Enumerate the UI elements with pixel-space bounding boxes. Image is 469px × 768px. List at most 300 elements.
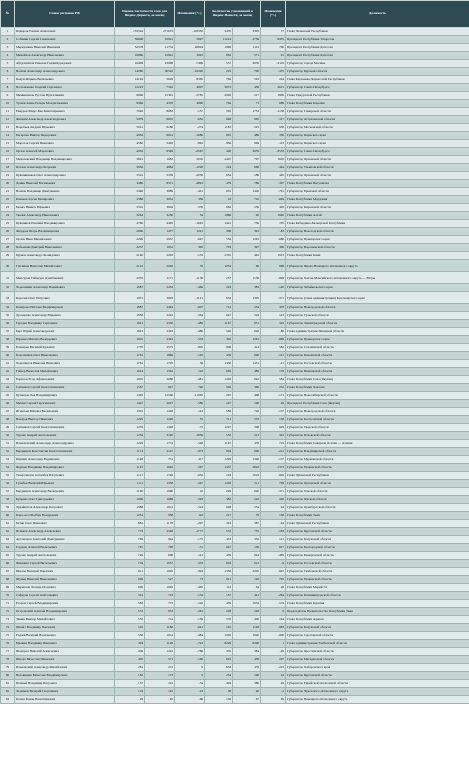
freq-cell: 1567 <box>115 384 145 392</box>
position-cell: Глава Республики Ингушетия <box>286 180 469 188</box>
news-change-cell: 584 <box>261 376 286 384</box>
freq-change-cell: -973 <box>175 448 205 456</box>
rank-cell: 53 <box>1 456 15 464</box>
freq-cell: 2160 <box>115 252 145 260</box>
name-cell: Полтавченко Георгий Сергеевич <box>15 84 115 92</box>
table-row <box>1 336 469 344</box>
rank-cell: 74 <box>1 624 15 632</box>
position-cell: Губернатор Омской области <box>286 496 469 504</box>
news-cell: 1437 <box>205 464 233 472</box>
rank-cell: 45 <box>1 392 15 400</box>
freq-prev-cell: 15391 <box>145 92 175 100</box>
freq-cell: 2035 <box>115 272 145 284</box>
news-prev-cell: 468 <box>233 392 261 400</box>
freq-change-cell: 141 <box>175 552 205 560</box>
freq-change-cell: -441 <box>175 188 205 196</box>
freq-cell: 4934 <box>115 132 145 140</box>
rank-cell: 35 <box>1 312 15 320</box>
table-row <box>1 68 469 76</box>
position-cell: Губернатор Тюменской области <box>286 464 469 472</box>
freq-prev-cell: 6186 <box>145 124 175 132</box>
position-cell: Глава Карачаево-Черкесской Республики <box>286 76 469 84</box>
table-row <box>1 472 469 480</box>
news-prev-cell: 553 <box>233 416 261 424</box>
news-change-cell: -3553 <box>261 148 286 156</box>
news-change-cell: -49 <box>261 648 286 656</box>
news-prev-cell: 332 <box>233 536 261 544</box>
freq-prev-cell: 173 <box>145 672 175 680</box>
position-cell: Глава Республики Бурятия <box>286 600 469 608</box>
freq-change-cell: -353 <box>175 560 205 568</box>
rank-cell: 71 <box>1 600 15 608</box>
table-row <box>1 220 469 228</box>
freq-cell: 436 <box>115 648 145 656</box>
news-cell: 1197 <box>205 440 233 448</box>
freq-cell: 1295 <box>115 416 145 424</box>
news-change-cell: 403 <box>261 204 286 212</box>
freq-cell: 157 <box>115 680 145 688</box>
name-cell: Кирпин Александр Вадимович <box>15 456 115 464</box>
news-change-cell: 705 <box>261 220 286 228</box>
freq-cell: 1096 <box>115 496 145 504</box>
rank-cell: 29 <box>1 252 15 260</box>
table-row <box>1 376 469 384</box>
name-cell: Орлов Иван Михайлович <box>15 236 115 244</box>
rank-cell: 11 <box>1 108 15 116</box>
freq-cell: 3316 <box>115 204 145 212</box>
freq-change-cell: 305 <box>175 244 205 252</box>
freq-change-cell: -364 <box>175 312 205 320</box>
name-cell: Бетин Олег Иванович <box>15 520 115 528</box>
table-row <box>1 28 469 36</box>
name-cell: Кузнецов Лев Владимирович <box>15 392 115 400</box>
news-change-cell: 121 <box>261 536 286 544</box>
table-row <box>1 76 469 84</box>
rank-cell: 79 <box>1 664 15 672</box>
position-cell: Губернатор Кемеровской области <box>286 552 469 560</box>
news-prev-cell: 726 <box>233 408 261 416</box>
table-row <box>1 344 469 352</box>
freq-prev-cell: 3230 <box>145 212 175 220</box>
freq-cell: 1624 <box>115 368 145 376</box>
news-change-cell: 445 <box>261 172 286 180</box>
position-cell: Глава Республики Северная Осетия — Алания <box>286 440 469 448</box>
news-change-cell: 0 <box>261 608 286 616</box>
news-cell: 1226 <box>205 376 233 384</box>
news-change-cell: -574 <box>261 600 286 608</box>
news-cell: 2026 <box>205 92 233 100</box>
freq-prev-cell: 833 <box>145 608 175 616</box>
freq-prev-cell: 3171 <box>145 272 175 284</box>
news-prev-cell: 79 <box>233 512 261 520</box>
freq-change-cell: 8565 <box>175 76 205 84</box>
news-prev-cell: 360 <box>233 384 261 392</box>
table-row <box>1 84 469 92</box>
position-cell: Губернатор Тамбовской области <box>286 568 469 576</box>
table-row <box>1 108 469 116</box>
news-prev-cell: 1753 <box>233 108 261 116</box>
name-cell: Шантрах Николай Алексеевич <box>15 648 115 656</box>
position-cell: Губернатор Санкт-Петербурга <box>286 148 469 156</box>
news-cell: 648 <box>205 116 233 124</box>
name-cell: Евкуров Юнус-Бек Баматгиреевич <box>15 108 115 116</box>
freq-prev-cell: 12560 <box>145 392 175 400</box>
freq-change-cell: 122 <box>175 368 205 376</box>
rank-cell: 69 <box>1 584 15 592</box>
news-change-cell: 158 <box>261 416 286 424</box>
news-prev-cell: 441 <box>233 592 261 600</box>
news-prev-cell: 3979 <box>233 148 261 156</box>
freq-prev-cell: 2086 <box>145 376 175 384</box>
freq-cell: 583 <box>115 600 145 608</box>
name-cell: Гордеев Алексей Васильевич <box>15 544 115 552</box>
freq-prev-cell: 8371 <box>145 180 175 188</box>
position-cell: Губернатор Орловской области <box>286 156 469 164</box>
header-position: Должность <box>286 1 469 28</box>
news-cell: 323 <box>205 520 233 528</box>
rank-cell: 9 <box>1 92 15 100</box>
news-cell: 217 <box>205 512 233 520</box>
position-cell: Губернатор Калужской области <box>286 536 469 544</box>
rank-cell: 59 <box>1 504 15 512</box>
news-change-cell: -686 <box>261 236 286 244</box>
rank-cell: 10 <box>1 100 15 108</box>
freq-cell: 3264 <box>115 212 145 220</box>
freq-cell: 611 <box>115 568 145 576</box>
news-prev-cell: 1261 <box>233 336 261 344</box>
position-cell: Губернатор Мурманской области <box>286 456 469 464</box>
table-row <box>1 392 469 400</box>
freq-cell: 3480 <box>115 180 145 188</box>
freq-cell: 5912 <box>115 124 145 132</box>
news-change-cell: -113 <box>261 140 286 148</box>
news-cell: 297 <box>205 392 233 400</box>
name-cell: Волков Владимир Дмитриевич <box>15 188 115 196</box>
freq-change-cell: 143 <box>175 408 205 416</box>
freq-change-cell: -166 <box>175 656 205 664</box>
news-change-cell: -64 <box>261 520 286 528</box>
name-cell: Тулеев Аман-Гельды Молдагазыевич <box>15 100 115 108</box>
name-cell: Турчак Андрей Анатольевич <box>15 432 115 440</box>
freq-cell: 1100 <box>115 488 145 496</box>
freq-cell: 29 <box>115 696 145 704</box>
table-row <box>1 196 469 204</box>
freq-prev-cell: 191 <box>145 680 175 688</box>
freq-prev-cell: 1692 <box>145 464 175 472</box>
rank-cell: 24 <box>1 212 15 220</box>
table-row <box>1 496 469 504</box>
position-cell: Губернатор Магаданской области <box>286 656 469 664</box>
freq-prev-cell: 2453 <box>145 284 175 292</box>
news-cell: 589 <box>205 408 233 416</box>
news-change-cell: -3119 <box>261 60 286 68</box>
name-cell: Канаков Арсен Баширович <box>15 196 115 204</box>
freq-cell: 767 <box>115 544 145 552</box>
name-cell: Куценко Олег Григорьевич <box>15 496 115 504</box>
freq-prev-cell: 4884 <box>145 164 175 172</box>
news-prev-cell: 1156 <box>233 272 261 284</box>
name-cell: Белых Никита Юрьевич <box>15 204 115 212</box>
freq-prev-cell: 1866 <box>145 352 175 360</box>
table-row <box>1 172 469 180</box>
news-prev-cell: 668 <box>233 164 261 172</box>
position-cell: Губернатор Забайкальского края <box>286 284 469 292</box>
freq-change-cell: -489 <box>175 320 205 328</box>
freq-prev-cell: 2548 <box>145 528 175 536</box>
news-cell: 1209 <box>205 456 233 464</box>
news-change-cell: -307 <box>261 180 286 188</box>
news-cell: 479 <box>205 180 233 188</box>
position-cell: Губернатор Оренбургской области <box>286 504 469 512</box>
news-change-cell: -137 <box>261 408 286 416</box>
freq-change-cell: -1228 <box>175 164 205 172</box>
freq-change-cell: 5997 <box>175 36 205 44</box>
name-cell: Ситников Сергей Константинович <box>15 384 115 392</box>
freq-change-cell: 10 <box>175 488 205 496</box>
freq-cell: 1761 <box>115 360 145 368</box>
freq-prev-cell: 527 <box>145 576 175 584</box>
news-change-cell: -826 <box>261 472 286 480</box>
position-cell: Президент Республики Саха (Якутия) <box>286 400 469 408</box>
news-prev-cell: 380 <box>233 680 261 688</box>
freq-change-cell: -484 <box>175 632 205 640</box>
freq-change-cell: -297 <box>175 520 205 528</box>
rank-cell: 1 <box>1 28 15 36</box>
freq-change-cell: 1221 <box>175 228 205 236</box>
position-cell: Губернатор Приморского края <box>286 236 469 244</box>
position-cell: Губернатор Ярославской области <box>286 648 469 656</box>
name-cell: Меркушкин Николай Иванович <box>15 44 115 52</box>
news-cell: 662 <box>205 204 233 212</box>
freq-cell: 1495 <box>115 392 145 400</box>
news-change-cell: -847 <box>261 568 286 576</box>
name-cell: Жилкин Александр Александрович <box>15 116 115 124</box>
position-cell: Глава Республики Хакасия <box>286 384 469 392</box>
freq-cell: 119 <box>115 688 145 696</box>
news-prev-cell: 612 <box>233 560 261 568</box>
news-prev-cell: 1112 <box>233 44 261 52</box>
freq-prev-cell: 1348 <box>145 424 175 432</box>
news-change-cell: -137 <box>261 456 286 464</box>
news-change-cell: 1610 <box>261 156 286 164</box>
freq-change-cell: -1680 <box>175 132 205 140</box>
rank-cell: 4 <box>1 52 15 60</box>
name-cell: Хорошилов Николай Иванович <box>15 360 115 368</box>
name-cell: Гайзер Вячеслав Михайлович <box>15 368 115 376</box>
freq-change-cell: -524 <box>175 504 205 512</box>
freq-prev-cell: 571 <box>145 656 175 664</box>
news-cell: 595 <box>205 108 233 116</box>
news-prev-cell: 242 <box>233 496 261 504</box>
news-prev-cell: 2810 <box>233 464 261 472</box>
news-prev-cell: 1128 <box>233 624 261 632</box>
freq-cell: 1447 <box>115 400 145 408</box>
freq-change-cell: -274 <box>175 124 205 132</box>
freq-cell: 1148 <box>115 456 145 464</box>
table-row <box>1 44 469 52</box>
freq-cell: 1761 <box>115 352 145 360</box>
name-cell: Михалевский Владимир Владимирович <box>15 156 115 164</box>
freq-change-cell: 740 <box>175 384 205 392</box>
name-cell: Егоров Сергей Владимирович <box>15 600 115 608</box>
news-prev-cell: 225 <box>233 124 261 132</box>
table-row <box>1 156 469 164</box>
freq-prev-cell: 1005 <box>145 568 175 576</box>
news-prev-cell: 40 <box>233 688 261 696</box>
freq-cell: 600 <box>115 576 145 584</box>
position-cell: Губернатор Приморского края <box>286 336 469 344</box>
news-prev-cell: 944 <box>233 552 261 560</box>
freq-cell: 9606 <box>115 92 145 100</box>
table-row <box>1 304 469 312</box>
news-prev-cell: 6298 <box>233 640 261 648</box>
position-cell: Губернатор (глава администрации) Красноярского края <box>286 292 469 304</box>
news-prev-cell: 130 <box>233 544 261 552</box>
header-number: № <box>1 1 15 28</box>
news-prev-cell: 1033 <box>233 600 261 608</box>
rank-cell: 14 <box>1 132 15 140</box>
table-row <box>1 360 469 368</box>
news-cell: 665 <box>205 368 233 376</box>
freq-prev-cell: 2303 <box>145 328 175 336</box>
rank-cell: 38 <box>1 336 15 344</box>
news-cell: 453 <box>205 536 233 544</box>
news-cell: 1227 <box>205 424 233 432</box>
freq-prev-cell: 8083 <box>145 108 175 116</box>
position-cell: Губернатор Калининградской области <box>286 592 469 600</box>
rank-cell: 68 <box>1 576 15 584</box>
news-prev-cell: 67 <box>233 696 261 704</box>
rank-cell: 57 <box>1 488 15 496</box>
table-row <box>1 284 469 292</box>
table-row <box>1 544 469 552</box>
table-row <box>1 328 469 336</box>
name-cell: Ситников Сергей Константинович <box>15 424 115 432</box>
position-cell: Глава Республики Алтай <box>286 212 469 220</box>
rank-cell: 54 <box>1 464 15 472</box>
news-change-cell: 8455 <box>261 36 286 44</box>
position-cell: Глава Республики Мордовия <box>286 196 469 204</box>
freq-cell: 3691 <box>115 156 145 164</box>
position-cell: Губернатор Ростовской области <box>286 560 469 568</box>
news-cell: 921 <box>205 576 233 584</box>
news-change-cell: 356 <box>261 132 286 140</box>
position-cell: Глава администрации Тамбовской области <box>286 640 469 648</box>
freq-cell: 1972 <box>115 292 145 304</box>
news-change-cell: 796 <box>261 44 286 52</box>
rank-cell: 61 <box>1 520 15 528</box>
news-change-cell: 143 <box>261 312 286 320</box>
header-yandex-news-mentions: Количество упоминаний в Яндекс.Новости, за месяц <box>205 1 261 28</box>
table-row <box>1 528 469 536</box>
news-cell: 648 <box>205 504 233 512</box>
news-cell: 634 <box>205 172 233 180</box>
news-cell: 112 <box>205 584 233 592</box>
position-cell: Губернатор Пензенской области <box>286 352 469 360</box>
news-change-cell: 69 <box>261 696 286 704</box>
rank-cell: 3 <box>1 44 15 52</box>
rank-cell: 77 <box>1 648 15 656</box>
news-prev-cell: 755 <box>233 528 261 536</box>
news-cell: 1020 <box>205 632 233 640</box>
freq-change-cell: 9 <box>175 664 205 672</box>
rank-cell: 33 <box>1 292 15 304</box>
name-cell: Ильюховский Александр Александрович <box>15 440 115 448</box>
rank-cell: 13 <box>1 124 15 132</box>
news-change-cell: 958 <box>261 124 286 132</box>
rank-cell: 16 <box>1 148 15 156</box>
freq-prev-cell: 2027 <box>145 400 175 408</box>
name-cell: Гапликов Вячеслав Михайлович <box>15 260 115 272</box>
rank-cell: 83 <box>1 696 15 704</box>
news-prev-cell: 965 <box>233 116 261 124</box>
freq-prev-cell: 3032 <box>145 196 175 204</box>
news-cell: 38 <box>205 688 233 696</box>
freq-cell: 1054 <box>115 512 145 520</box>
freq-prev-cell: 1222 <box>145 648 175 656</box>
position-cell: Губернатор Курской области <box>286 68 469 76</box>
rank-cell: 56 <box>1 480 15 488</box>
news-change-cell: -485 <box>261 552 286 560</box>
news-cell: 243 <box>205 284 233 292</box>
table-row <box>1 204 469 212</box>
freq-change-cell: -378 <box>175 204 205 212</box>
position-cell: Глава Республики Карелия <box>286 100 469 108</box>
rank-cell: 15 <box>1 140 15 148</box>
position-cell: Губернатор Ханты-Мансийского автономного округа — Югры <box>286 272 469 284</box>
freq-cell: 7926 <box>115 108 145 116</box>
position-cell: Губернатор Астраханской области <box>286 116 469 124</box>
position-cell: Губернатор Псковской области <box>286 432 469 440</box>
position-cell: Губернатор Курганской области <box>286 672 469 680</box>
news-change-cell: -284 <box>261 592 286 600</box>
freq-prev-cell: 731 <box>145 456 175 464</box>
name-cell: Комарова Наталья Владимировна <box>15 304 115 312</box>
table-row <box>1 424 469 432</box>
freq-cell: 5979 <box>115 116 145 124</box>
news-cell: 645 <box>205 656 233 664</box>
news-change-cell: -212 <box>261 448 286 456</box>
name-cell: Кара-оол Шолбан Валерьевич <box>15 512 115 520</box>
news-cell: 459 <box>205 552 233 560</box>
freq-change-cell: -11065 <box>175 392 205 400</box>
rank-cell: 60 <box>1 512 15 520</box>
rank-cell: 52 <box>1 448 15 456</box>
news-cell: 136 <box>205 696 233 704</box>
freq-cell: 2237 <box>115 244 145 252</box>
name-cell: Кобылкин Дмитрий Николаевич <box>15 244 115 252</box>
position-cell: Губернатор Новгородской области <box>286 408 469 416</box>
news-change-cell: -2 <box>261 688 286 696</box>
name-cell: Волков Александр Александрович <box>15 68 115 76</box>
freq-change-cell: -743 <box>175 640 205 648</box>
position-cell: Президент Республики Дагестан <box>286 52 469 60</box>
freq-prev-cell: 714 <box>145 616 175 624</box>
position-cell: Глава администрации Липецкой области <box>286 328 469 336</box>
name-cell: Турчак Андрей Анатольевич <box>15 552 115 560</box>
news-cell: 2355 <box>205 252 233 260</box>
news-cell: 234 <box>205 672 233 680</box>
position-cell: Губернатор Владимирской области <box>286 448 469 456</box>
name-cell: Худайнятов Александр Петрович <box>15 504 115 512</box>
rank-cell: 37 <box>1 328 15 336</box>
news-change-cell: -869 <box>261 336 286 344</box>
table-row <box>1 448 469 456</box>
freq-cell: 704 <box>115 560 145 568</box>
news-cell: 459 <box>205 352 233 360</box>
position-cell: Губернатор Хабаровского края <box>286 664 469 672</box>
news-change-cell: 49 <box>261 680 286 688</box>
